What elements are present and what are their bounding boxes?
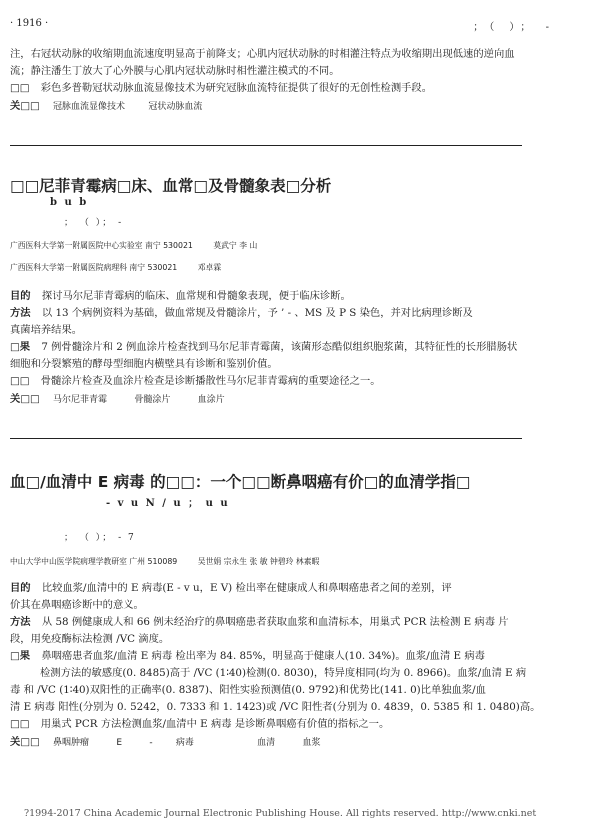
article2-authors-2: 邓卓霖	[197, 263, 222, 272]
article2-results	[10, 339, 578, 356]
article3-results	[10, 648, 578, 665]
article3-keyword-6: 血浆	[302, 738, 321, 748]
article3-keywords-label: 关□□	[10, 736, 40, 748]
article3-authors: 吴世娟 宗永生 张 敏 钟碧玲 林素暇	[197, 557, 320, 566]
article3-methods-label: 方法	[10, 616, 31, 628]
article3-affiliation	[10, 556, 319, 567]
article3-keyword-5: 血清	[257, 738, 276, 748]
article3-affiliation-text: 中山大学中山医学院病理学教研室 广州 510089	[10, 557, 178, 566]
article3-results-line-4: 清 E 病毒 阳性(分别为 0. 5242，0. 7333 和 1. 1423)或 /VC 阳性者(分别为 0. 4839，0. 5385 和 1. 0480)高。	[10, 701, 541, 713]
prev-keyword-2: 冠状动脉血流	[148, 102, 203, 112]
section-divider-2	[10, 438, 522, 439]
article3-keyword-1: 鼻咽肿瘤	[53, 738, 90, 748]
article2-objective-label: 目的	[10, 290, 31, 302]
article2-citation-marks: ； （ ）； -	[64, 218, 124, 228]
running-header-marks: ；（ ）； -	[473, 22, 555, 33]
section-divider-1	[10, 145, 522, 146]
article2-keyword-2: 骨髓涂片	[134, 395, 171, 405]
article3-abstract	[10, 580, 578, 752]
article3-conclusion-text: 用巢式 PCR 方法检测血浆/血清中 E 病毒 是诊断鼻咽癌有价值的指标之一。	[40, 718, 390, 730]
article3-conclusion	[10, 716, 578, 733]
article2-methods-line-2: 真菌培养结果。	[10, 324, 83, 336]
article2-methods-label: 方法	[10, 307, 31, 319]
article2-conclusion	[10, 373, 578, 390]
article3-title: 血□/血清中 E 病毒 的□□：一个□□断鼻咽癌有价□的血清学指□	[10, 473, 471, 491]
article3-results-line-1: 鼻咽癌患者血浆/血清 E 病毒 检出率为 84. 85%，明显高于健康人(10. 34%)。血浆/血清 E 病毒	[41, 650, 485, 662]
article2-abstract	[10, 288, 578, 409]
article3-results-line-2: 检测方法的敏感度(0. 8485)高于 /VC (1∶40)检测(0. 8030)，特异度相同(均为 0. 8966)。血浆/血清 E 病	[40, 667, 527, 679]
article3-results-line-3: 毒 和 /VC (1∶40)双阳性的正确率(0. 8387)、阳性实验预测值(0. 9792)和优势比(141. 0)比单独血浆/血	[10, 684, 486, 696]
prev-keywords	[10, 98, 578, 116]
article3-results-label: □果	[10, 650, 31, 662]
article2-conclusion-label: □□	[10, 375, 30, 387]
article2-conclusion-text: 骨髓涂片检查及血涂片检查是诊断播散性马尔尼菲青霉病的重要途径之一。	[40, 375, 381, 387]
article3-methods-line-2: 段，用免疫酶标法检测 /VC 滴度。	[10, 633, 170, 645]
prev-abstract-paragraph	[10, 46, 578, 116]
prev-conclusion	[10, 80, 578, 97]
article2-english-title-fragment: b u b	[50, 197, 89, 208]
article2-methods	[10, 305, 578, 322]
article2-results-line-2: 细胞和分裂繁殖的酵母型细胞内横壁具有诊断和鉴别价值。	[10, 358, 278, 370]
article3-keywords	[10, 734, 578, 752]
article3-objective	[10, 580, 578, 597]
article3-keyword-2: E	[116, 738, 123, 748]
prev-conclusion-label: □□	[10, 82, 30, 94]
article3-keyword-3: -	[149, 738, 153, 748]
article2-title: □□尼菲青霉病□床、血常□及骨髓象表□分析	[10, 177, 332, 195]
article2-results-label: □果	[10, 341, 31, 353]
article3-english-title-fragment: - v u N / u ； u u	[106, 498, 230, 509]
article2-keyword-3: 血涂片	[197, 395, 225, 405]
article2-affiliation-1-text: 广西医科大学第一附属医院中心实验室 南宁 530021	[10, 241, 193, 250]
article3-keyword-4: 病毒	[175, 738, 194, 748]
prev-conclusion-text: 彩色多普勒冠状动脉血流显像技术为研究冠脉血流特征提供了很好的无创性检测手段。	[40, 82, 433, 94]
article2-keywords	[10, 391, 578, 409]
article2-results-line-1: 7 例骨髓涂片和 2 例血涂片检查找到马尔尼菲青霉菌，该菌形态酷似组织胞浆菌，其特征性的长形腊肠状	[41, 341, 518, 353]
article2-authors-1: 莫武宁 李 山	[213, 241, 258, 250]
copyright-footer: ?1994-2017 China Academic Journal Electronic Publishing House. All rights reserved. http://www.cnki.net	[24, 808, 537, 819]
article2-methods-line-1: 以 13 个病例资料为基础，做血常规及骨髓涂片，予 ’ - 、MS 及 P S 染色，并对比病理诊断及	[41, 307, 473, 319]
article2-affiliation-1	[10, 240, 257, 251]
article3-objective-label: 目的	[10, 582, 31, 594]
page-number: · 1916 ·	[10, 18, 49, 29]
article3-conclusion-label: □□	[10, 718, 30, 730]
article3-methods-line-1: 从 58 例健康成人和 66 例未经治疗的鼻咽癌患者获取血浆和血清标本，用巢式 PCR 法检测 E 病毒 片	[41, 616, 509, 628]
article3-objective-line-2: 价其在鼻咽癌诊断中的意义。	[10, 599, 144, 611]
article2-objective-text: 探讨马尔尼菲青霉病的临床、血常规和骨髓象表现，便于临床诊断。	[41, 290, 351, 302]
article2-affiliation-2	[10, 262, 221, 273]
article3-citation-marks: ； （ ）； - 7	[64, 533, 136, 543]
article3-objective-line-1: 比较血浆/血清中的 E 病毒(E - v u，E V) 检出率在健康成人和鼻咽癌患者之间的差别，评	[41, 582, 452, 594]
article2-keywords-label: 关□□	[10, 393, 40, 405]
article2-objective	[10, 288, 578, 305]
article3-methods	[10, 614, 578, 631]
article2-affiliation-2-text: 广西医科大学第一附属医院病理科 南宁 530021	[10, 263, 178, 272]
prev-abstract-line-1: 注，右冠状动脉的收缩期血流速度明显高于前降支；心肌内冠状动脉的时相灌注特点为收缩期出现低速的逆向血	[10, 48, 515, 60]
article2-keyword-1: 马尔尼菲青霉	[53, 395, 108, 405]
prev-keywords-label: 关□□	[10, 100, 40, 112]
prev-keyword-1: 冠脉血流显像技术	[53, 102, 126, 112]
prev-abstract-line-2: 流；静注潘生丁放大了心外膜与心肌内冠状动脉时相性灌注模式的不同。	[10, 65, 340, 77]
